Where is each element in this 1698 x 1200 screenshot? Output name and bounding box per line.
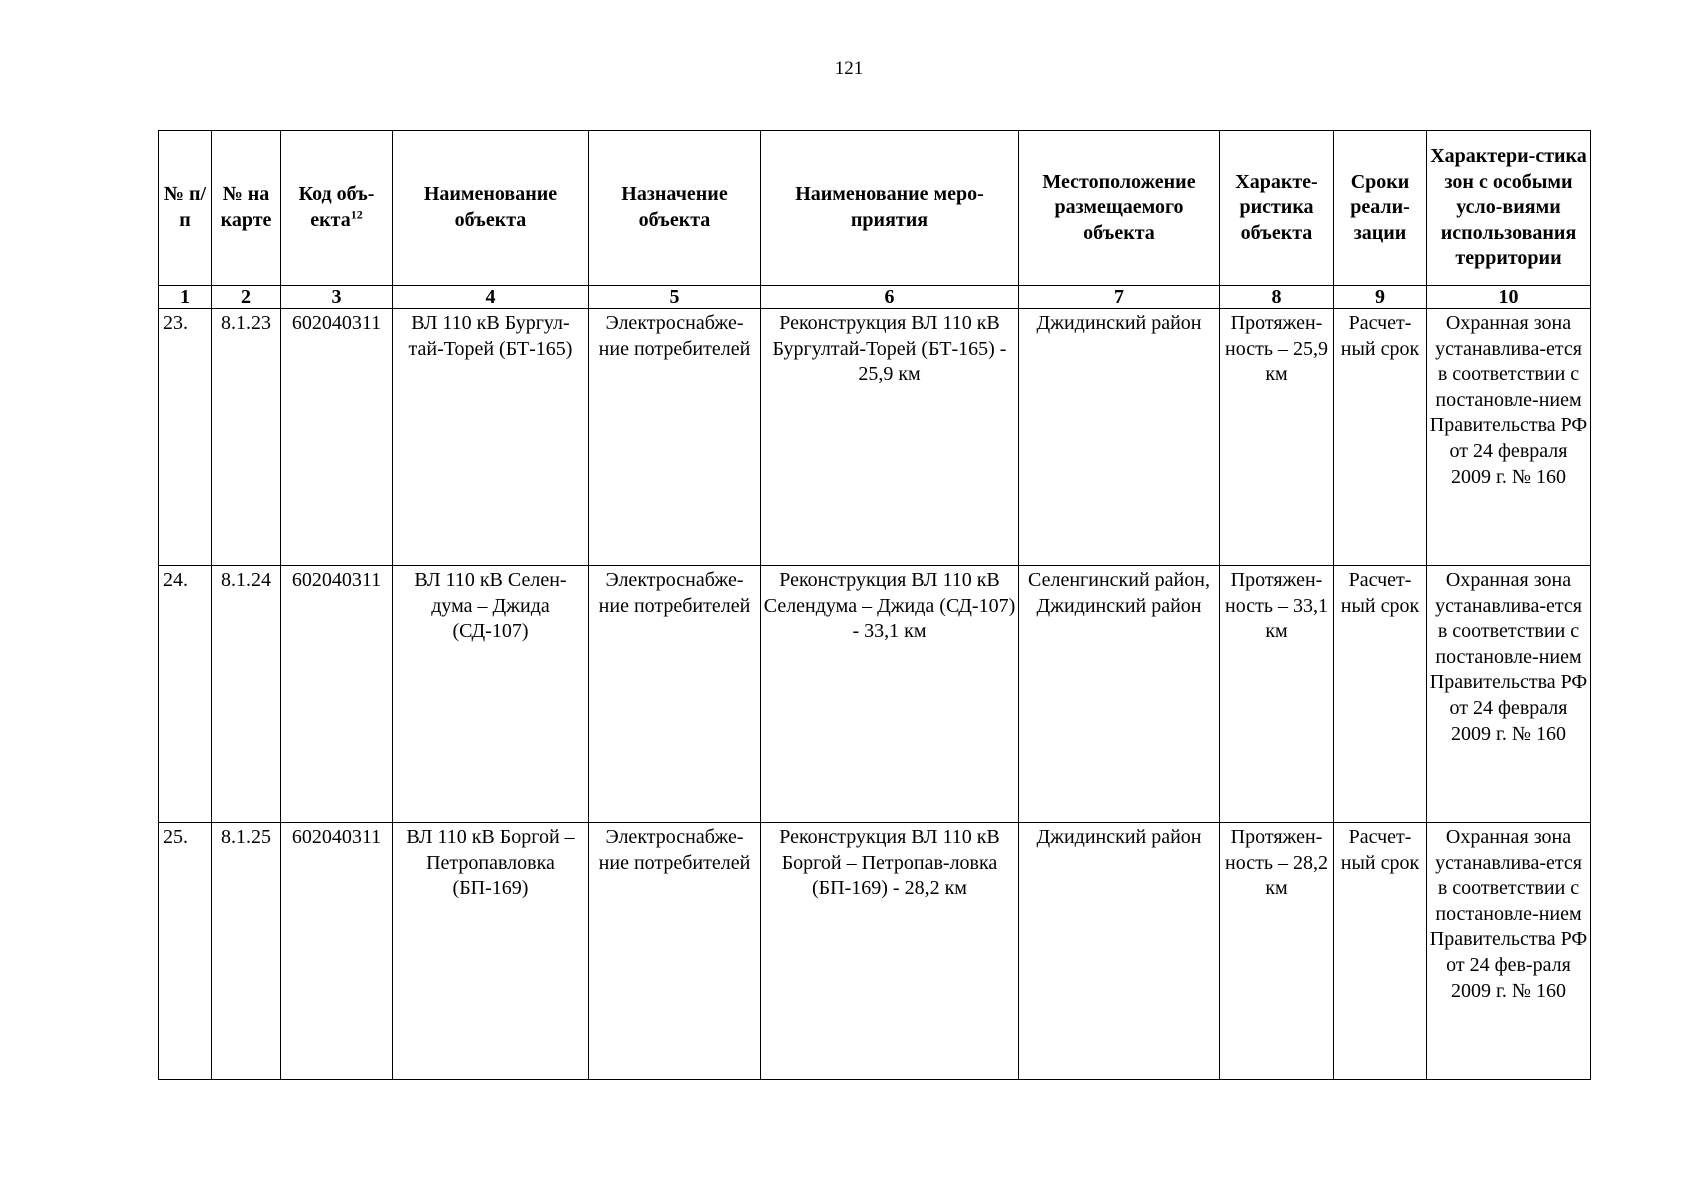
cell-purpose: Электроснабже-ние потребителей bbox=[589, 309, 761, 566]
header-cell-purpose: Назначение объекта bbox=[589, 131, 761, 286]
column-number: 6 bbox=[761, 286, 1019, 309]
cell-code: 602040311 bbox=[281, 309, 393, 566]
footnote-mark: 12 bbox=[350, 207, 363, 222]
column-number: 1 bbox=[159, 286, 212, 309]
column-number: 2 bbox=[212, 286, 281, 309]
column-number: 8 bbox=[1220, 286, 1334, 309]
column-number: 4 bbox=[393, 286, 589, 309]
cell-map-no: 8.1.25 bbox=[212, 823, 281, 1080]
cell-zones: Охранная зона устанавлива-ется в соответствии с постановле-нием Правительства РФ от 24 февраля 2009 г. № 160 bbox=[1427, 566, 1591, 823]
header-cell-location: Местоположение размещаемого объекта bbox=[1019, 131, 1220, 286]
cell-term: Расчет-ный срок bbox=[1334, 566, 1427, 823]
header-cell-map-no: № на карте bbox=[212, 131, 281, 286]
cell-purpose: Электроснабже-ние потребителей bbox=[589, 823, 761, 1080]
table-row bbox=[159, 823, 1591, 1080]
header-cell-name: Наименование объекта bbox=[393, 131, 589, 286]
header-cell-code: Код объ-екта$^{12}$ bbox=[281, 131, 393, 286]
cell-code: 602040311 bbox=[281, 566, 393, 823]
cell-action: Реконструкция ВЛ 110 кВ Селендума – Джида (СД-107) - 33,1 км bbox=[761, 566, 1019, 823]
header-cell-characteristic: Характе-ристика объекта bbox=[1220, 131, 1334, 286]
cell-action: Реконструкция ВЛ 110 кВ Бургултай-Торей (БТ-165) - 25,9 км bbox=[761, 309, 1019, 566]
cell-characteristic: Протяжен-ность – 28,2 км bbox=[1220, 823, 1334, 1080]
cell-location: Джидинский район bbox=[1019, 309, 1220, 566]
column-number: 10 bbox=[1427, 286, 1591, 309]
cell-action: Реконструкция ВЛ 110 кВ Боргой – Петропав-ловка (БП-169) - 28,2 км bbox=[761, 823, 1019, 1080]
page-number: 121 bbox=[834, 58, 864, 79]
cell-characteristic: Протяжен-ность – 25,9 км bbox=[1220, 309, 1334, 566]
column-number: 5 bbox=[589, 286, 761, 309]
cell-num: 25. bbox=[159, 823, 212, 1080]
column-number: 9 bbox=[1334, 286, 1427, 309]
table-row bbox=[159, 566, 1591, 823]
cell-zones: Охранная зона устанавлива-ется в соответствии с постановле-нием Правительства РФ от 24 февраля 2009 г. № 160 bbox=[1427, 309, 1591, 566]
cell-term: Расчет-ный срок bbox=[1334, 823, 1427, 1080]
cell-characteristic: Протяжен-ность – 33,1 км bbox=[1220, 566, 1334, 823]
header-cell-zones: Характери-стика зон с особыми усло-виями использования территории bbox=[1427, 131, 1591, 286]
cell-num: 23. bbox=[159, 309, 212, 566]
cell-term: Расчет-ный срок bbox=[1334, 309, 1427, 566]
cell-code: 602040311 bbox=[281, 823, 393, 1080]
header-cell-num: № п/п bbox=[159, 131, 212, 286]
cell-name: ВЛ 110 кВ Бургул-тай-Торей (БТ-165) bbox=[393, 309, 589, 566]
cell-purpose: Электроснабже-ние потребителей bbox=[589, 566, 761, 823]
column-number-row bbox=[159, 286, 1591, 309]
cell-num: 24. bbox=[159, 566, 212, 823]
cell-map-no: 8.1.23 bbox=[212, 309, 281, 566]
cell-zones: Охранная зона устанавлива-ется в соответствии с постановле-нием Правительства РФ от 24 фев-раля 2009 г. № 160 bbox=[1427, 823, 1591, 1080]
header-cell-action: Наименование меро-приятия bbox=[761, 131, 1019, 286]
header-cell-term: Сроки реали-зации bbox=[1334, 131, 1427, 286]
table-row bbox=[159, 309, 1591, 566]
cell-name: ВЛ 110 кВ Селен-дума – Джида (СД-107) bbox=[393, 566, 589, 823]
cell-map-no: 8.1.24 bbox=[212, 566, 281, 823]
header-row bbox=[159, 131, 1591, 286]
cell-name: ВЛ 110 кВ Боргой – Петропавловка (БП-169) bbox=[393, 823, 589, 1080]
column-number: 3 bbox=[281, 286, 393, 309]
objects-table bbox=[158, 130, 1591, 1080]
column-number: 7 bbox=[1019, 286, 1220, 309]
cell-location: Джидинский район bbox=[1019, 823, 1220, 1080]
cell-location: Селенгинский район, Джидинский район bbox=[1019, 566, 1220, 823]
